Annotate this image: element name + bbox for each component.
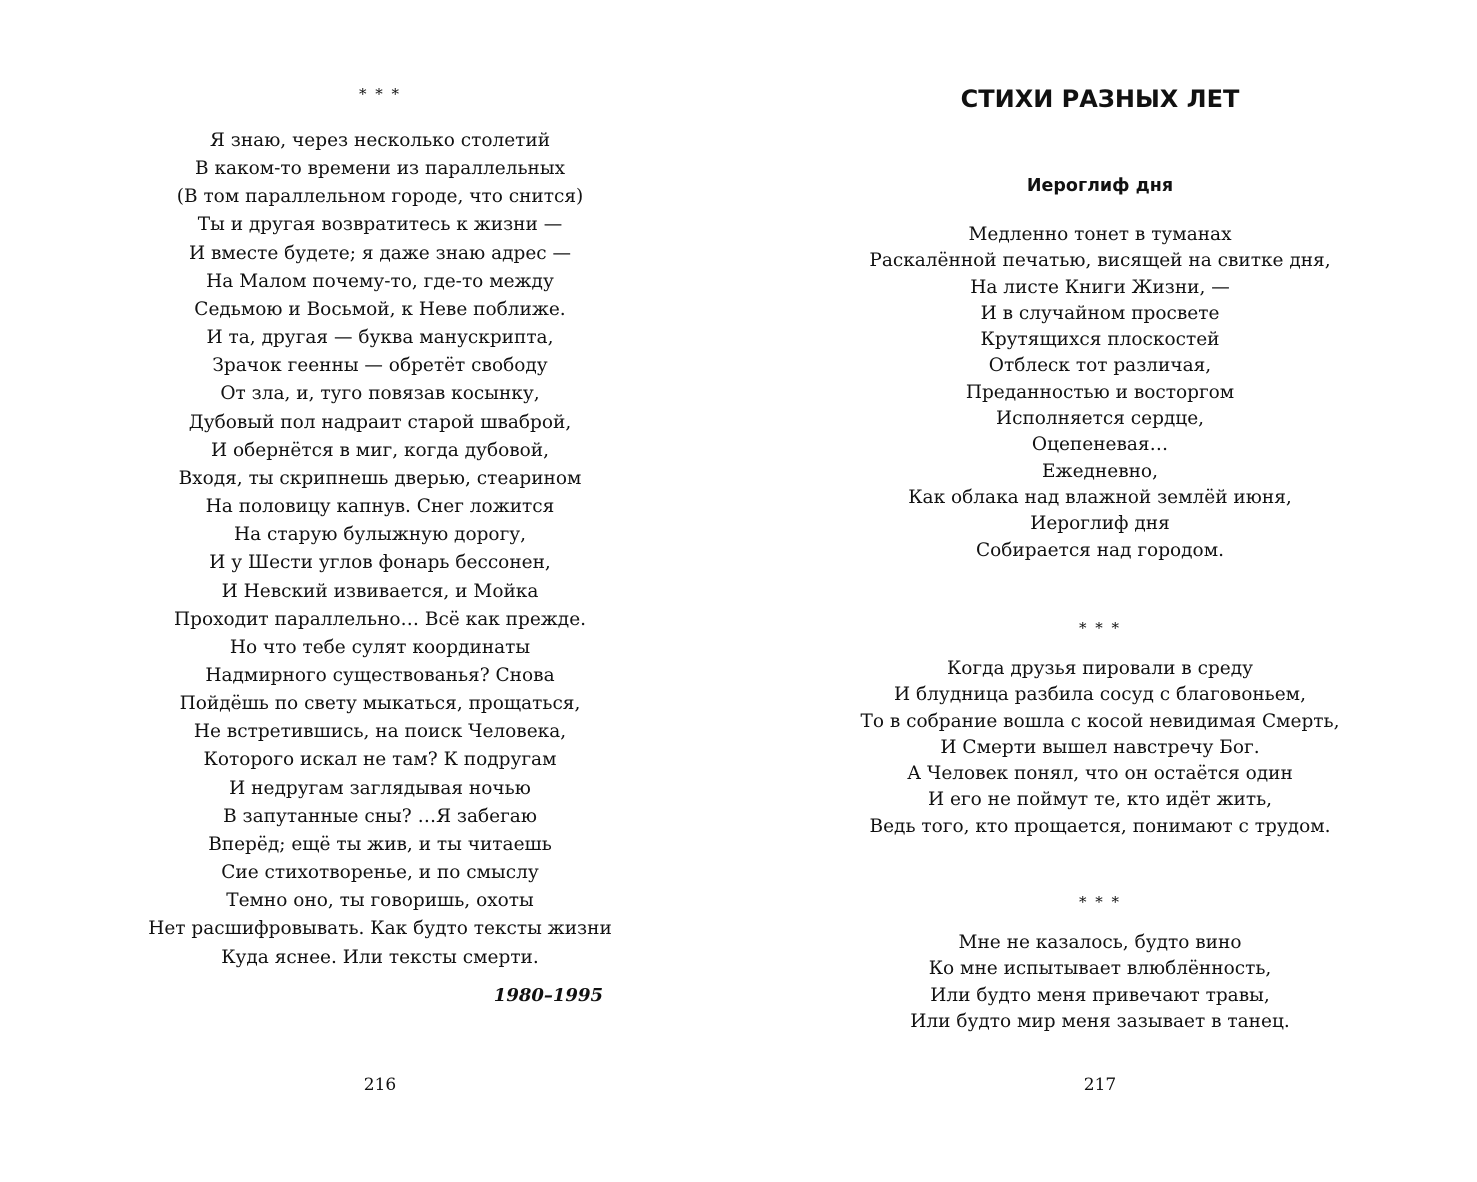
poem-line: Входя, ты скрипнешь дверью, стеарином bbox=[178, 467, 582, 489]
poem-line: И обернётся в миг, когда дубовой, bbox=[211, 439, 549, 461]
poem-dates: 1980–1995 bbox=[493, 985, 603, 1006]
poem-line: Куда яснее. Или тексты смерти. bbox=[221, 946, 539, 968]
poem-line: Медленно тонет в туманах bbox=[968, 224, 1232, 245]
poem-line: Когда друзья пировали в среду bbox=[946, 658, 1254, 679]
poem-line: На половицу капнув. Снег ложится bbox=[205, 496, 555, 518]
poem-line: А Человек понял, что он остаётся один bbox=[907, 763, 1293, 785]
poem-line: Ты и другая возвратитесь к жизни — bbox=[197, 214, 563, 236]
page-number: 217 bbox=[1083, 1075, 1117, 1095]
poem-line: Надмирного существованья? Снова bbox=[205, 664, 555, 686]
poem-line: Нет расшифровывать. Как будто тексты жизни bbox=[148, 918, 612, 940]
poem-line: В запутанные сны? …Я забегаю bbox=[223, 805, 537, 827]
poem-line: Но что тебе сулят координаты bbox=[229, 636, 531, 658]
poem-line: Не встретившись, на поиск Человека, bbox=[193, 721, 567, 743]
poem-line: Дубовый пол надраит старой шваброй, bbox=[188, 411, 572, 433]
poem-stanza bbox=[760, 222, 1440, 564]
poem-line: И Невский извивается, и Мойка bbox=[221, 580, 539, 602]
poem-line: То в собрание вошла с косой невидимая Смерть, bbox=[860, 710, 1340, 732]
poem-stanza bbox=[760, 656, 1440, 840]
page-number: 216 bbox=[363, 1075, 397, 1095]
poem-line: Ведь того, кто прощается, понимают с трудом. bbox=[869, 815, 1331, 837]
poem-line: От зла, и, туго повязав косынку, bbox=[220, 383, 540, 405]
poem-line: И у Шести углов фонарь бессонен, bbox=[209, 552, 551, 574]
poem-line: Темно оно, ты говоришь, охоты bbox=[226, 890, 534, 912]
poem-line: И блудница разбила сосуд с благовоньем, bbox=[894, 684, 1306, 706]
poem-stanza bbox=[0, 127, 760, 972]
poem-line: Иероглиф дня bbox=[1030, 513, 1170, 535]
poem-line: Седьмою и Восьмой, к Неве поближе. bbox=[194, 298, 566, 320]
poem-line: И вместе будете; я даже знаю адрес — bbox=[188, 242, 572, 264]
poem-stanza bbox=[760, 930, 1440, 1035]
poem-line: На старую булыжную дорогу, bbox=[233, 524, 527, 546]
poem-line: И Смерти вышел навстречу Бог. bbox=[940, 736, 1260, 758]
poem-line: Раскалённой печатью, висящей на свитке дня, bbox=[869, 250, 1331, 272]
poem-line: И в случайном просвете bbox=[980, 302, 1220, 324]
poem-title: Иероглиф дня bbox=[1026, 176, 1174, 196]
asterism-divider: * * * bbox=[358, 85, 402, 103]
poem-line: Зрачок геенны — обретёт свободу bbox=[212, 355, 548, 377]
poem-line: И его не поймут те, кто идёт жить, bbox=[927, 789, 1273, 811]
poem-line: И недругам заглядывая ночью bbox=[229, 777, 531, 799]
poem-line: Или будто мир меня зазывает в танец. bbox=[910, 1010, 1290, 1032]
poem-line: Которого искал не там? К подругам bbox=[203, 749, 557, 771]
poem-line: И та, другая — буква манускрипта, bbox=[206, 327, 554, 349]
poem-line: На Малом почему-то, где-то между bbox=[206, 270, 554, 292]
poem-line: Оцепеневая… bbox=[1031, 434, 1169, 456]
poem-line: Как облака над влажной землёй июня, bbox=[908, 486, 1292, 508]
poem-line: Вперёд; ещё ты жив, и ты читаешь bbox=[208, 833, 552, 855]
poem-line: (В том параллельном городе, что снится) bbox=[176, 186, 584, 208]
right-page bbox=[760, 0, 1477, 1182]
poem-line: Пойдёшь по свету мыкаться, прощаться, bbox=[179, 693, 581, 715]
asterism-divider: * * * bbox=[1078, 619, 1122, 637]
poem-line: Сие стихотворенье, и по смыслу bbox=[221, 862, 539, 884]
poem-line: Отблеск тот различая, bbox=[988, 355, 1212, 377]
poem-line: Исполняется сердце, bbox=[995, 408, 1205, 430]
poem-line: Проходит параллельно… Всё как прежде. bbox=[173, 608, 587, 630]
poem-line: Я знаю, через несколько столетий bbox=[209, 130, 551, 151]
poem-line: Ежедневно, bbox=[1042, 460, 1158, 482]
poem-line: Ко мне испытывает влюблённость, bbox=[928, 958, 1272, 980]
poem-line: Собирается над городом. bbox=[976, 539, 1224, 561]
poem-line: Преданностью и восторгом bbox=[965, 381, 1235, 403]
asterism-divider: * * * bbox=[1078, 893, 1122, 911]
section-title: СТИХИ РАЗНЫХ ЛЕТ bbox=[960, 85, 1240, 113]
poem-line: В каком-то времени из параллельных bbox=[194, 158, 566, 180]
poem-line: На листе Книги Жизни, — bbox=[970, 276, 1230, 298]
poem-line: Крутящихся плоскостей bbox=[980, 329, 1220, 351]
poem-line: Или будто меня привечают травы, bbox=[930, 984, 1270, 1006]
poem-line: Мне не казалось, будто вино bbox=[958, 932, 1242, 953]
